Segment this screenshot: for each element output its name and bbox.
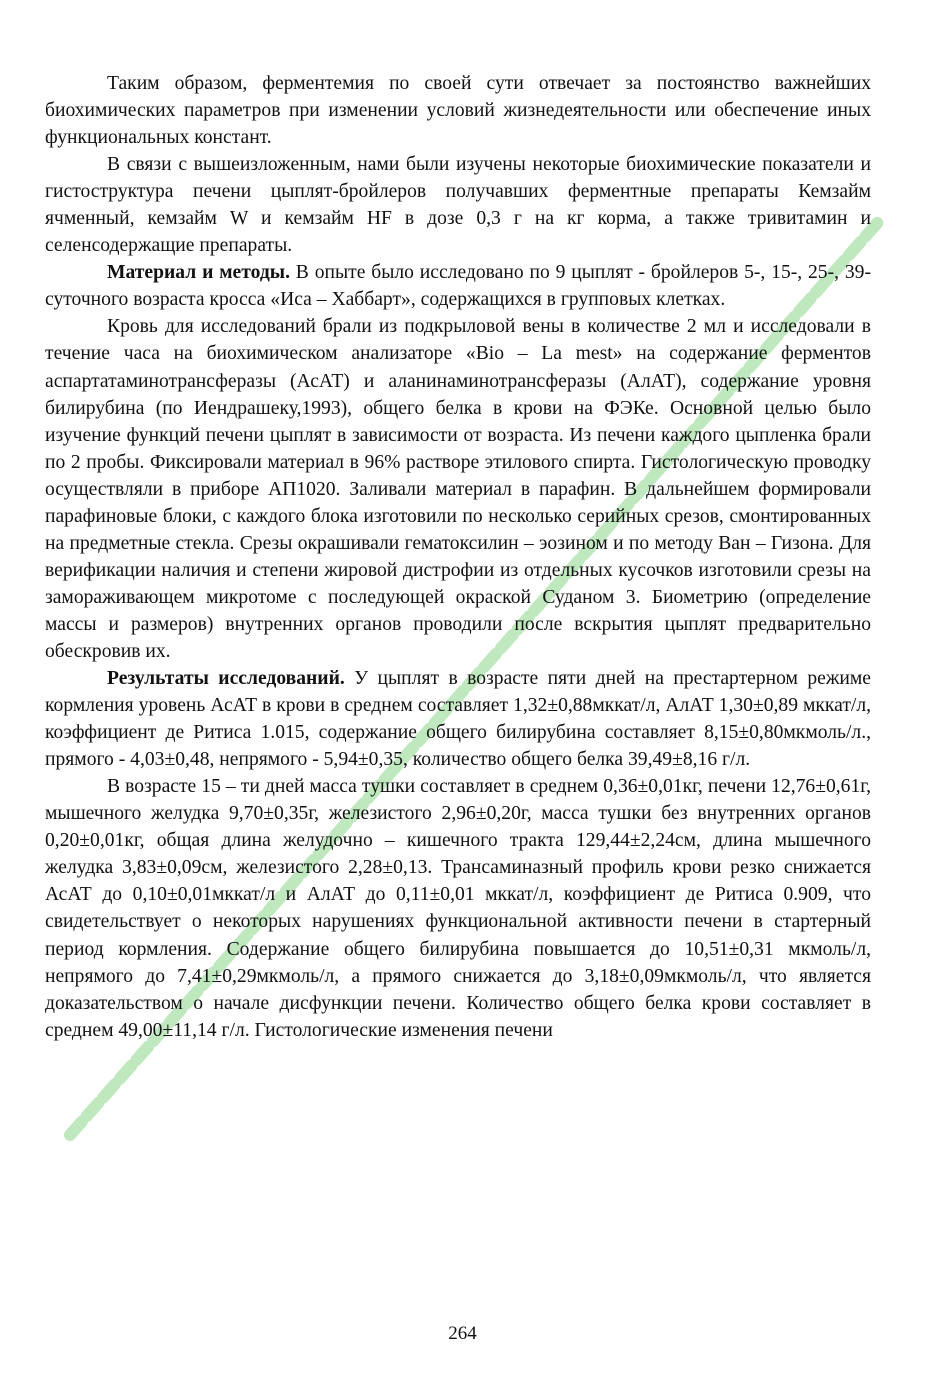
- paragraph-text: Кровь для исследований брали из подкрыловой вены в количестве 2 мл и исследовали в течение часа на биохимическом анализаторе «Bio – La mest» на содержание ферментов аспартатаминотрансферазы (АсАТ) и аланинаминотрансферазы (АлАТ), содержание уровня билирубина (по Иендрашеку,1993), общего белка в крови на ФЭКе. Основной целью было изучение функций печени цыплят в зависимости от возраста. Из печени каждого цыпленка брали по 2 пробы. Фиксировали материал в 96% растворе этилового спирта. Гистологическую проводку осуществляли в приборе АП1020. Заливали материал в парафин. В дальнейшем формировали парафиновые блоки, с каждого блока изготовили по несколько серийных срезов, смонтированных на предметные стекла. Срезы окрашивали гематоксилин – эозином и по методу Ван – Гизона. Для верификации наличия и степени жировой дистрофии из отдельных кусочков изготовили срезы на замораживающем микротоме с последующей окраской Суданом 3. Биометрию (определение массы и размеров) внутренних органов проводили после вскрытия цыплят предварительно обескровив их.: [45, 316, 871, 662]
- paragraph-intro: [45, 151, 871, 259]
- paragraph-methods: [45, 313, 871, 665]
- section-heading-materials: Материал и методы.: [107, 262, 290, 284]
- paragraph-text: В возрасте 15 – ти дней масса тушки составляет в среднем 0,36±0,01кг, печени 12,76±0,61г, мышечного желудка 9,70±0,35г, железистого 2,96±0,20г, масса тушки без внутренних органов 0,20±0,01кг, общая длина желудочно – кишечного тракта 129,44±2,24см, длина мышечного желудка 3,83±0,09см, железистого 2,28±0,13. Трансаминазный профиль крови резко снижается АсАТ до 0,10±0,01мккат/л и АлАТ до 0,11±0,01 мккат/л, коэффициент де Ритиса 0.909, что свидетельствует о некоторых нарушениях функциональной активности печени в стартерный период кормления. Содержание общего билирубина повышается до 10,51±0,31 мкмоль/л, непрямого до 7,41±0,29мкмоль/л, а прямого снижается до 3,18±0,09мкмоль/л, что является доказательством о начале дисфункции печени. Количество общего белка крови составляет в среднем 49,00±11,14 г/л. Гистологические изменения печени: [45, 776, 871, 1041]
- section-heading-results: Результаты исследований.: [107, 668, 345, 690]
- paragraph-conclusion: [45, 70, 871, 151]
- paragraph-text: В опыте было исследовано по 9 цыплят - бройлеров 5-, 15-, 25-, 39- суточного возраста кросса «Иса – Хаббарт», содержащихся в групповых клетках.: [45, 262, 871, 311]
- paragraph-text: У цыплят в возрасте пяти дней на престартерном режиме кормления уровень АсАТ в крови в среднем составляет 1,32±0,88мккат/л, АлАТ 1,30±0,89 мккат/л, коэффициент де Ритиса 1.015, содержание общего билирубина составляет 8,15±0,80мкмоль/л., прямого - 4,03±0,48, непрямого - 5,94±0,35, количество общего белка 39,49±8,16 г/л.: [45, 668, 871, 771]
- paragraph-text: В связи с вышеизложенным, нами были изучены некоторые биохимические показатели и гистоструктура печени цыплят-бройлеров получавших ферментные препараты Кемзайм ячменный, кемзайм W и кемзайм HF в дозе 0,3 г на кг корма, а также тривитамин и селенсодержащие препараты.: [45, 154, 871, 257]
- document-page: [45, 70, 871, 1044]
- paragraph-text: Таким образом, ферментемия по своей сути отвечает за постоянство важнейших биохимических параметров при изменении условий жизнедеятельности или обеспечение иных функциональных констант.: [45, 73, 871, 149]
- paragraph-results: [45, 665, 871, 773]
- paragraph-day-15: [45, 773, 871, 1043]
- page-number: 264: [448, 1323, 477, 1344]
- paragraph-materials: [45, 259, 871, 313]
